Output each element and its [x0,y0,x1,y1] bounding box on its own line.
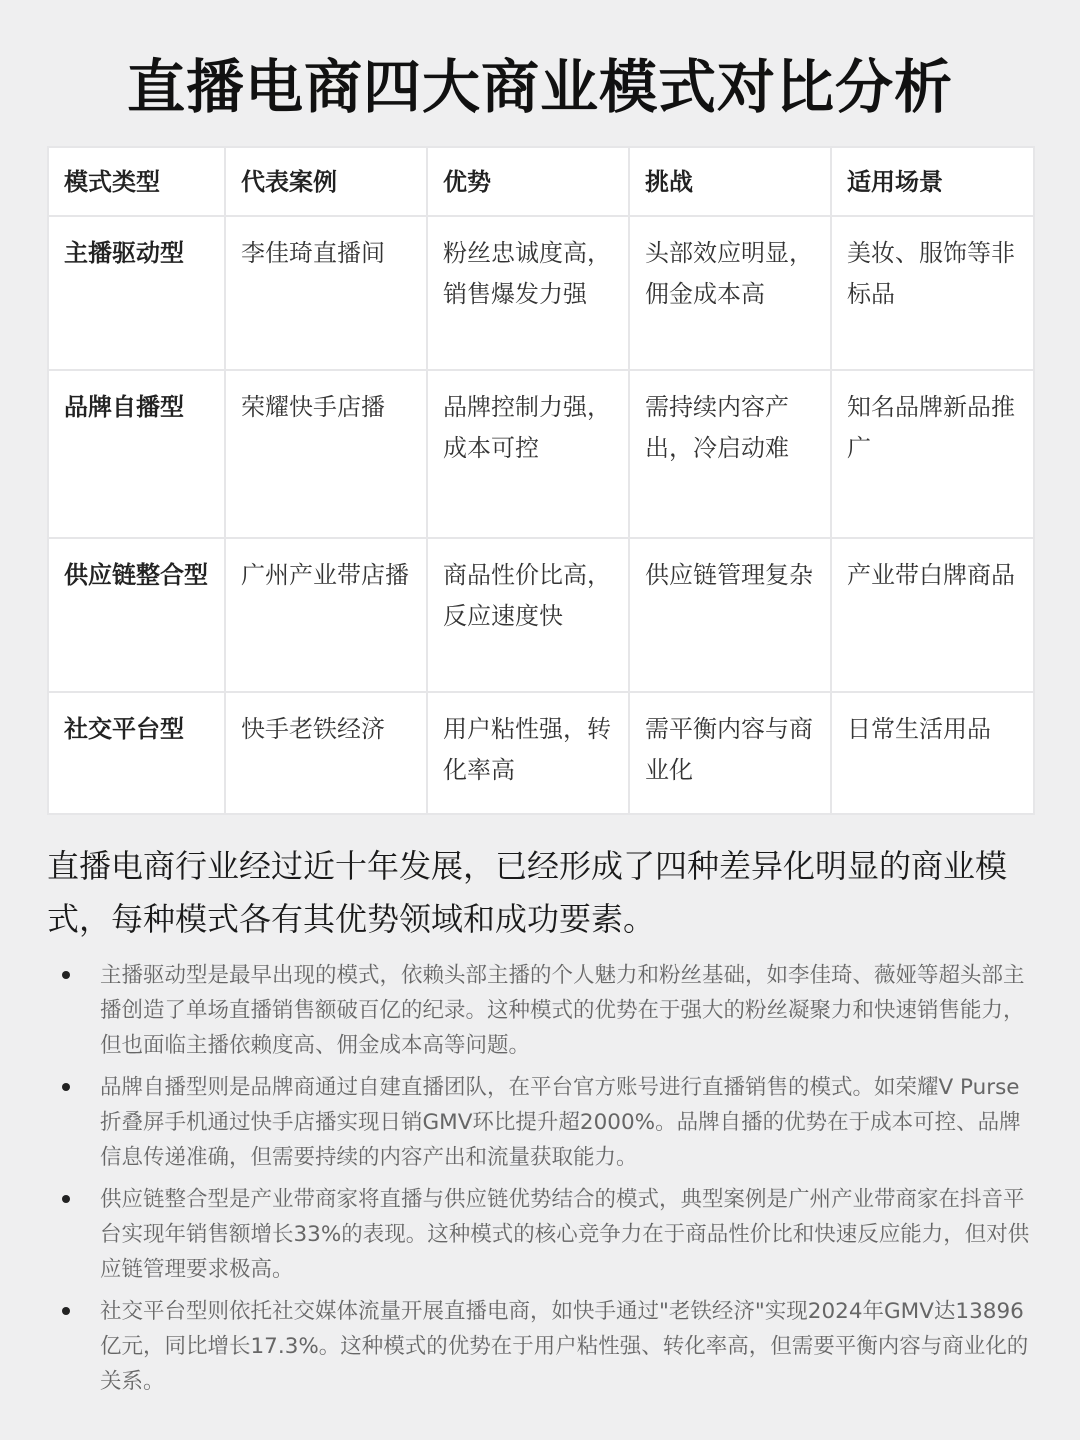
table-row [48,216,1034,370]
cell-advantage: 品牌控制力强，成本可控 [427,370,629,538]
table-row [48,370,1034,538]
cell-challenge: 需平衡内容与商业化 [629,692,831,814]
note-text: 供应链整合型是产业带商家将直播与供应链优势结合的模式，典型案例是广州产业带商家在抖音平台实现年销售额增长33%的表现。这种模式的核心竞争力在于商品性价比和快速反应能力，但对供应链管理要求极高。 [100,1187,1030,1282]
cell-advantage: 粉丝忠诚度高，销售爆发力强 [427,216,629,370]
cell-challenge: 头部效应明显，佣金成本高 [629,216,831,370]
table-row [48,692,1034,814]
header-model-type: 模式类型 [48,147,225,216]
cell-challenge: 供应链管理复杂 [629,538,831,692]
bullet-icon [62,971,70,979]
header-challenge: 挑战 [629,147,831,216]
cell-challenge: 需持续内容产出，冷启动难 [629,370,831,538]
cell-case: 荣耀快手店播 [225,370,427,538]
list-item [62,1182,1032,1287]
cell-advantage: 商品性价比高，反应速度快 [427,538,629,692]
list-item [62,958,1032,1063]
cell-model-type: 供应链整合型 [48,538,225,692]
list-item [62,1070,1032,1175]
comparison-table [47,146,1035,815]
cell-model-type: 品牌自播型 [48,370,225,538]
cell-advantage: 用户粘性强，转化率高 [427,692,629,814]
notes-list [62,958,1032,1406]
intro-paragraph: 直播电商行业经过近十年发展，已经形成了四种差异化明显的商业模式，每种模式各有其优势领域和成功要素。 [47,847,1008,938]
cell-scenario: 日常生活用品 [831,692,1034,814]
header-scenario: 适用场景 [831,147,1034,216]
cell-scenario: 美妆、服饰等非标品 [831,216,1034,370]
cell-scenario: 产业带白牌商品 [831,538,1034,692]
cell-scenario: 知名品牌新品推广 [831,370,1034,538]
header-case: 代表案例 [225,147,427,216]
cell-case: 快手老铁经济 [225,692,427,814]
cell-case: 李佳琦直播间 [225,216,427,370]
cell-case: 广州产业带店播 [225,538,427,692]
table-row [48,538,1034,692]
cell-model-type: 社交平台型 [48,692,225,814]
table-header-row [48,147,1034,216]
cell-model-type: 主播驱动型 [48,216,225,370]
note-text: 主播驱动型是最早出现的模式，依赖头部主播的个人魅力和粉丝基础，如李佳琦、薇娅等超头部主播创造了单场直播销售额破百亿的纪录。这种模式的优势在于强大的粉丝凝聚力和快速销售能力，但也面临主播依赖度高、佣金成本高等问题。 [100,963,1025,1058]
note-text: 社交平台型则依托社交媒体流量开展直播电商，如快手通过"老铁经济"实现2024年GMV达13896亿元，同比增长17.3%。这种模式的优势在于用户粘性强、转化率高，但需要平衡内容与商业化的关系。 [100,1299,1029,1394]
note-text: 品牌自播型则是品牌商通过自建直播团队，在平台官方账号进行直播销售的模式。如荣耀V Purse折叠屏手机通过快手店播实现日销GMV环比提升超2000%。品牌自播的优势在于成本可控、品牌信息传递准确，但需要持续的内容产出和流量获取能力。 [100,1075,1021,1170]
bullet-icon [62,1195,70,1203]
bullet-icon [62,1083,70,1091]
bullet-icon [62,1307,70,1315]
list-item [62,1294,1032,1399]
header-advantage: 优势 [427,147,629,216]
page-title: 直播电商四大商业模式对比分析 [126,53,953,121]
